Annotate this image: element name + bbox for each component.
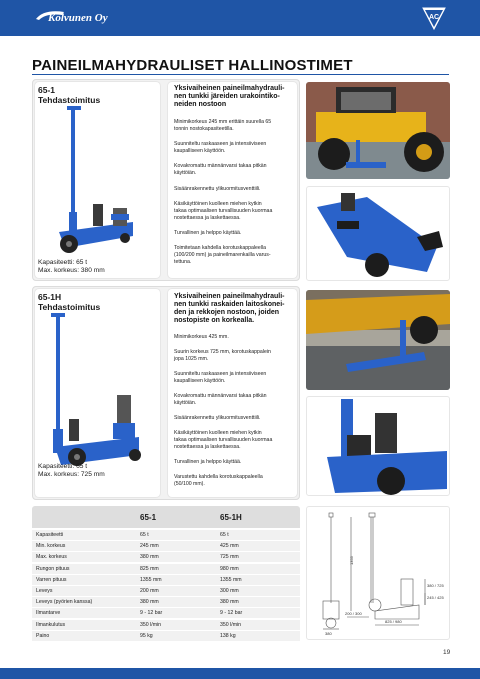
row-label: Min. korkeus — [36, 543, 66, 550]
description-title-line: nen tunkki järeiden urakointiko- — [174, 93, 280, 100]
table-cell: 1355 mm — [140, 576, 162, 583]
row-label: Leveys (pyörien kanssa) — [36, 599, 93, 606]
feature-line: Käsikäyttöinen kuolleen miehen kytkin — [174, 430, 262, 436]
row-label: Rungon pituus — [36, 565, 70, 572]
dimension-height: 1355 — [349, 556, 354, 565]
table-row — [32, 608, 300, 619]
row-label: Ilmankulutus — [36, 621, 66, 628]
model-name: Tehdastoimitus — [38, 95, 101, 105]
table-cell: 380 mm — [140, 599, 159, 606]
column-header: 65-1 — [140, 513, 157, 522]
table-row — [32, 620, 300, 631]
table-cell: 425 mm — [220, 543, 239, 550]
product-65-1-image-card — [35, 82, 160, 278]
table-row — [32, 575, 300, 586]
header-bar — [0, 0, 480, 36]
table-cell: 65 t — [140, 532, 149, 538]
table-cell: 200 mm — [140, 588, 159, 594]
dimension-base: 380 — [325, 631, 332, 636]
feature-line: (100/200 mm) ja paineilmarenkailla varus- — [174, 252, 271, 258]
logo-text: Kolvunen Oy — [48, 12, 108, 24]
table-cell: 95 kg — [140, 632, 153, 639]
table-row — [32, 586, 300, 597]
row-label: Max. korkeus — [36, 554, 67, 561]
jack-65-1h-closeup-photo — [306, 396, 450, 496]
table-row — [32, 631, 300, 642]
table-cell: 380 mm — [140, 554, 159, 561]
table-cell: 1355 mm — [220, 576, 242, 583]
ac-brand-logo — [421, 5, 447, 31]
feature-line: käyttöiän. — [174, 170, 197, 176]
feature-line: Kovakromattu männänvarsi takaa pitkän — [174, 393, 267, 399]
feature-line: tonnin nostokapasiteetilla. — [174, 126, 234, 132]
table-cell: 825 mm — [140, 565, 159, 572]
feature-line: kaupalliseen käyttöön. — [174, 148, 226, 154]
footer-bar — [0, 668, 480, 679]
row-label: Leveys — [36, 588, 53, 594]
table-cell: 138 kg — [220, 632, 236, 639]
technical-drawing — [306, 506, 450, 640]
row-label: Varren pituus — [36, 576, 67, 583]
dimension-range-2: 245 / 425 — [427, 595, 444, 600]
product-65-1-description-card — [168, 82, 297, 278]
wheel-loader-photo — [306, 82, 450, 179]
table-row — [32, 597, 300, 608]
table-row — [32, 552, 300, 563]
jack-65-1h-image — [47, 311, 151, 471]
ac-brand-text: AC — [428, 14, 440, 21]
page-title: PAINEILMAHYDRAULISET HALLINOSTIMET — [32, 57, 353, 74]
feature-line: Suunniteltu raskaaseen ja intensiiviseen — [174, 371, 267, 377]
description-title-line: den ja rekkojen nostoon, joiden — [174, 309, 280, 316]
feature-line: Minimikorkeus 425 mm. — [174, 334, 229, 340]
column-header: 65-1H — [220, 513, 242, 522]
dimension-range-1: 380 / 725 — [427, 583, 444, 588]
model-code: 65-1H — [38, 292, 62, 302]
row-label: Paino — [36, 632, 50, 639]
table-cell: 9 - 12 bar — [220, 610, 243, 617]
feature-line: Sisäänrakennettu ylikuormitusventtiili. — [174, 186, 261, 192]
product-65-1h-description-card — [168, 289, 297, 497]
row-label: Kapasiteetti — [36, 532, 64, 538]
description-title-line: nostopiste on korkealla. — [174, 317, 255, 324]
model-code: 65-1 — [38, 85, 56, 95]
company-logo — [34, 7, 122, 25]
dimension-length: 825 / 980 — [385, 619, 402, 624]
table-row — [32, 541, 300, 552]
feature-line: Suunniteltu raskaaseen ja intensiiviseen — [174, 141, 267, 147]
table-row — [32, 564, 300, 575]
max-height-label: Max. korkeus: 725 mm — [38, 471, 105, 478]
feature-line: Kovakromattu männänvarsi takaa pitkän — [174, 163, 267, 169]
feature-line: tettuna. — [174, 259, 192, 265]
table-cell: 350 l/min — [140, 621, 162, 628]
description-title-line: Yksivaiheinen paineilmahydrauli- — [174, 293, 285, 300]
feature-line: Suurin korkeus 725 mm, korotuskappalein — [174, 349, 271, 355]
capacity-label: Kapasiteetti: 65 t — [38, 259, 88, 266]
feature-line: Turvallinen ja helppo käyttää. — [174, 230, 242, 236]
description-title-line: neiden nostoon — [174, 101, 227, 108]
title-divider — [32, 74, 449, 75]
jack-65-1-image — [47, 104, 151, 260]
dimension-width: 200 / 300 — [345, 611, 362, 616]
max-height-label: Max. korkeus: 380 mm — [38, 267, 105, 274]
table-cell: 300 mm — [220, 588, 239, 594]
table-cell: 980 mm — [220, 565, 239, 572]
feature-line: takaa optimaalisen turvallisuuden kuormaa — [174, 208, 273, 214]
table-cell: 725 mm — [220, 554, 239, 561]
feature-line: nostettaessa ja laskettaessa. — [174, 215, 241, 221]
table-cell: 9 - 12 bar — [140, 610, 163, 617]
page-number: 19 — [443, 649, 451, 656]
table-cell: 380 mm — [220, 599, 239, 606]
product-65-1h-image-card — [35, 289, 160, 497]
feature-line: Varustettu kahdella korotuskappaleella — [174, 474, 263, 480]
feature-line: takaa optimaalisen turvallisuuden kuormaa — [174, 437, 273, 443]
feature-line: (50/100 mm). — [174, 481, 205, 487]
feature-line: jopa 1025 mm. — [174, 356, 209, 362]
table-header — [32, 506, 300, 528]
table-cell: 245 mm — [140, 543, 159, 550]
table-cell: 65 t — [220, 532, 229, 538]
model-name: Tehdastoimitus — [38, 302, 101, 312]
feature-line: Käsikäyttöinen kuolleen miehen kytkin — [174, 201, 262, 207]
table-row — [32, 530, 300, 541]
feature-line: nostettaessa ja laskettaessa. — [174, 444, 241, 450]
feature-line: Minimikorkeus 245 mm erittäin suurella 65 — [174, 119, 272, 125]
feature-line: Sisäänrakennettu ylikuormitusventtiili. — [174, 415, 261, 421]
feature-line: Turvallinen ja helppo käyttää. — [174, 459, 242, 465]
jack-closeup-photo — [306, 186, 450, 281]
description-title-line: nen tunkki raskaiden laitoskonei- — [174, 301, 285, 308]
feature-line: kaupalliseen käyttöön. — [174, 378, 226, 384]
row-label: Ilmantarve — [36, 610, 61, 617]
feature-line: Toimitetaan kahdella korotuskappaleella — [174, 245, 266, 251]
table-cell: 350 l/min — [220, 621, 242, 628]
loader-bucket-photo — [306, 290, 450, 390]
feature-line: käyttöiän. — [174, 400, 197, 406]
capacity-label: Kapasiteetti: 65 t — [38, 463, 88, 470]
description-title-line: Yksivaiheinen paineilmahydrauli- — [174, 85, 285, 92]
